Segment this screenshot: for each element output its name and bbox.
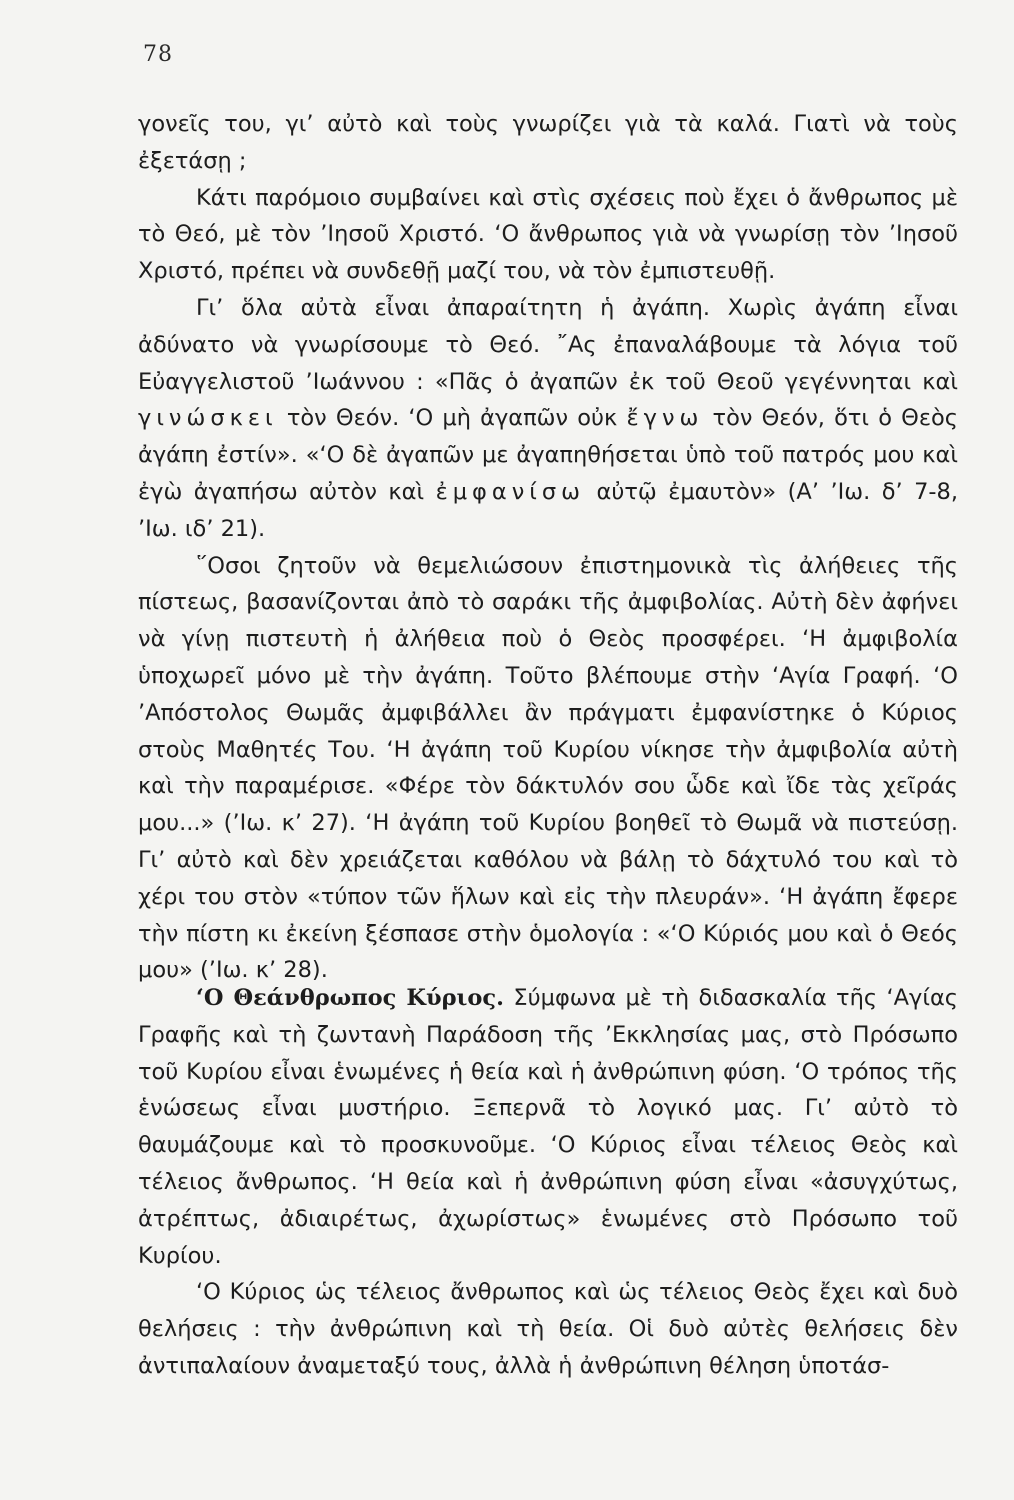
section-heading: ‘Ο Θεάνθρωπος Κύριος. [196,985,504,1011]
section-theanthropos [138,980,958,1385]
paragraph-1: γονεῖς του, γι’ αὐτὸ καὶ τοὺς γνωρίζει γιὰ τὰ καλά. Γιατὶ νὰ τοὺς ἐξετάσῃ ; [138,111,958,174]
paragraph-3-text-3: τὸν Θεόν, ὅτι ὁ Θεὸς ἀγάπη ἐστίν». «‘Ο δὲ ἀγαπῶν με ἀγαπηθήσεται ὑπὸ τοῦ πατρός μου καὶ ἐγὼ ἀγαπήσω αὐτὸν καὶ [138,405,958,505]
paragraph-3-text-2: τὸν Θεόν. ‘Ο μὴ ἀγαπῶν οὐκ [286,405,618,432]
paragraph-6: ‘Ο Κύριος ὡς τέλειος ἄνθρωπος καὶ ὡς τέλειος Θεὸς ἔχει καὶ δυὸ θελήσεις : τὴν ἀνθρώπινη καὶ τὴ θεία. Οἱ δυὸ αὐτὲς θελήσεις δὲν ἀντιπαλαίουν ἀναμεταξύ τους, ἀλλὰ ἡ ἀνθρώπινη θέληση ὑποτάσ- [138,1279,958,1379]
page-number: 78 [143,42,173,67]
emphasis-emfaniso: ἐμφανίσω [435,478,585,505]
emphasis-egno: ἔγνω [626,405,704,432]
paragraph-3-text-4: αὐτῷ ἐμαυτὸν» (Α’ ’Ιω. δ’ 7-8, ’Ιω. ιδ’ 21). [138,478,958,542]
section-faith-and-love [138,106,958,989]
paragraph-5-body: Σύμφωνα μὲ τὴ διδασκαλία τῆς ‘Αγίας Γραφῆς καὶ τὴ ζωντανὴ Παράδοση τῆς ’Εκκλησίας μας, στὸ Πρόσωπο τοῦ Κυρίου εἶναι ἑνωμένες ἡ θεία καὶ ἡ ἀνθρώπινη φύση. ‘Ο τρόπος τῆς ἑνώσεως εἶναι μυστήριο. Ξεπερνᾶ τὸ λογικό μας. Γι’ αὐτὸ τὸ θαυμάζουμε καὶ τὸ προσκυνοῦμε. ‘Ο Κύριος εἶναι τέλειος Θεὸς καὶ τέλειος ἄνθρωπος. ‘Η θεία καὶ ἡ ἀνθρώπινη φύση εἶναι «ἀσυγχύτως, ἀτρέπτως, ἀδιαιρέτως, ἀχωρίστως» ἑνωμένες στὸ Πρόσωπο τοῦ Κυρίου. [138,985,958,1269]
paragraph-5 [138,980,958,1274]
paragraph-3 [138,290,958,548]
paragraph-2: Κάτι παρόμοιο συμβαίνει καὶ στὶς σχέσεις ποὺ ἔχει ὁ ἄνθρωπος μὲ τὸ Θεό, μὲ τὸν ’Ιησοῦ Χριστό. ‘Ο ἄνθρωπος γιὰ νὰ γνωρίσῃ τὸν ’Ιησοῦ Χριστό, πρέπει νὰ συνδεθῇ μαζί του, νὰ τὸν ἐμπιστευθῇ. [138,184,958,285]
paragraph-4: ῞Οσοι ζητοῦν νὰ θεμελιώσουν ἐπιστημονικὰ τὶς ἀλήθειες τῆς πίστεως, βασανίζονται ἀπὸ τὸ σαράκι τῆς ἀμφιβολίας. Αὐτὴ δὲν ἀφήνει νὰ γίνῃ πιστευτὴ ἡ ἀλήθεια ποὺ ὁ Θεὸς προσφέρει. ‘Η ἀμφιβολία ὑποχωρεῖ μόνο μὲ τὴν ἀγάπη. Τοῦτο βλέπουμε στὴν ‘Αγία Γραφή. ‘Ο ’Απόστολος Θωμᾶς ἀμφιβάλλει ἂν πράγματι ἐμφανίστηκε ὁ Κύριος στοὺς Μαθητές Του. ‘Η ἀγάπη τοῦ Κυρίου νίκησε τὴν ἀμφιβολία αὐτὴ καὶ τὴν παραμέρισε. «Φέρε τὸν δάκτυλόν σου ὧδε καὶ ἴδε τὰς χεῖράς μου...» (’Ιω. κ’ 27). ‘Η ἀγάπη τοῦ Κυρίου βοηθεῖ τὸ Θωμᾶ νὰ πιστεύσῃ. Γι’ αὐτὸ καὶ δὲν χρειάζεται καθόλου νὰ βάλῃ τὸ δάχτυλό του καὶ τὸ χέρι του στὸν «τύπον τῶν ἥλων καὶ εἰς τὴν πλευράν». ‘Η ἀγάπη ἔφερε τὴν πίστη κι ἐκείνη ξέσπασε στὴν ὁμολογία : «‘Ο Κύριός μου καὶ ὁ Θεός μου» (’Ιω. κ’ 28). [138,552,958,984]
emphasis-ginoskei: γινώσκει [138,405,278,432]
paragraph-3-text-1: Γι’ ὅλα αὐτὰ εἶναι ἀπαραίτητη ἡ ἀγάπη. Χωρὶς ἀγάπη εἶναι ἀδύνατο νὰ γνωρίσουμε τὸ Θεό. ῎Ας ἐπαναλάβουμε τὰ λόγια τοῦ Εὐαγγελιστοῦ ’Ιωάννου : «Πᾶς ὁ ἀγαπῶν ἐκ τοῦ Θεοῦ γεγέννηται καὶ [138,294,958,395]
